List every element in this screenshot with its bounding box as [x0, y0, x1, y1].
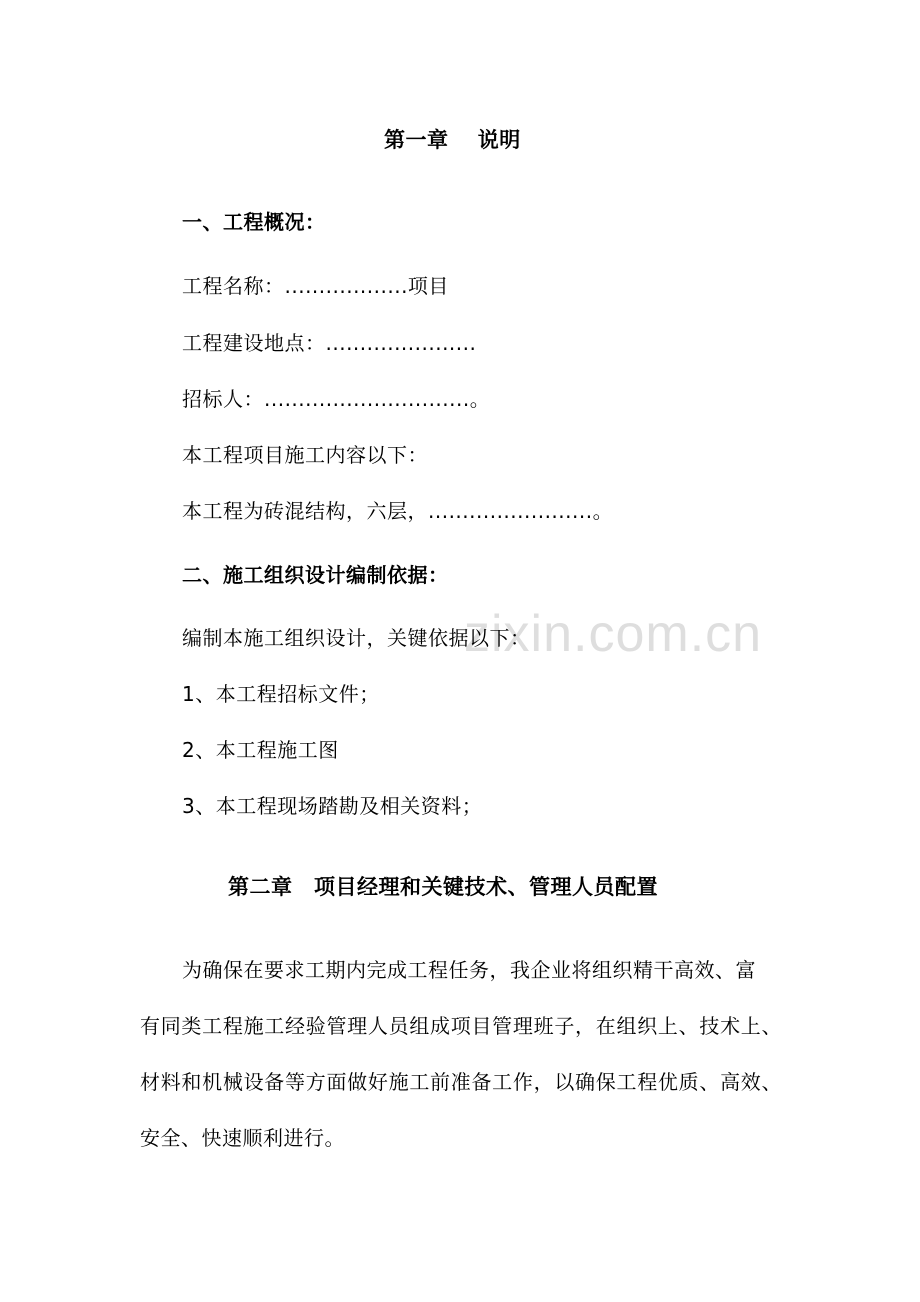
section-1-heading: 一、工程概况：: [182, 210, 326, 234]
scope-intro-line: 本工程项目施工内容以下：: [182, 443, 428, 467]
chapter-1-title: 第一章 说明: [384, 128, 521, 152]
staffing-paragraph-line-2: 有同类工程施工经验管理人员组成项目管理班子，在组织上、技术上、: [140, 1014, 782, 1038]
basis-item-3: 3、本工程现场踏勘及相关资料；: [182, 794, 483, 818]
tenderer-line: 招标人：..............................。: [182, 387, 491, 411]
section-2-heading: 二、施工组织设计编制依据：: [182, 563, 449, 587]
project-name-line: 工程名称：..................项目: [182, 274, 449, 298]
basis-intro-line: 编制本施工组织设计，关键依据以下：: [182, 626, 531, 650]
structure-line: 本工程为砖混结构，六层，........................。: [182, 499, 614, 523]
basis-item-1: 1、本工程招标文件；: [182, 682, 380, 706]
staffing-paragraph-line-3: 材料和机械设备等方面做好施工前准备工作，以确保工程优质、高效、: [140, 1070, 782, 1094]
project-location-line: 工程建设地点：......................: [182, 331, 477, 355]
basis-item-2: 2、本工程施工图: [182, 738, 339, 762]
chapter-2-title: 第二章 项目经理和关键技术、管理人员配置: [228, 875, 658, 899]
watermark: zixin.com.cn: [464, 605, 763, 663]
staffing-paragraph-line-4: 安全、快速顺利进行。: [140, 1126, 345, 1150]
staffing-paragraph-line-1: 为确保在要求工期内完成工程任务，我企业将组织精干高效、富: [182, 958, 756, 982]
